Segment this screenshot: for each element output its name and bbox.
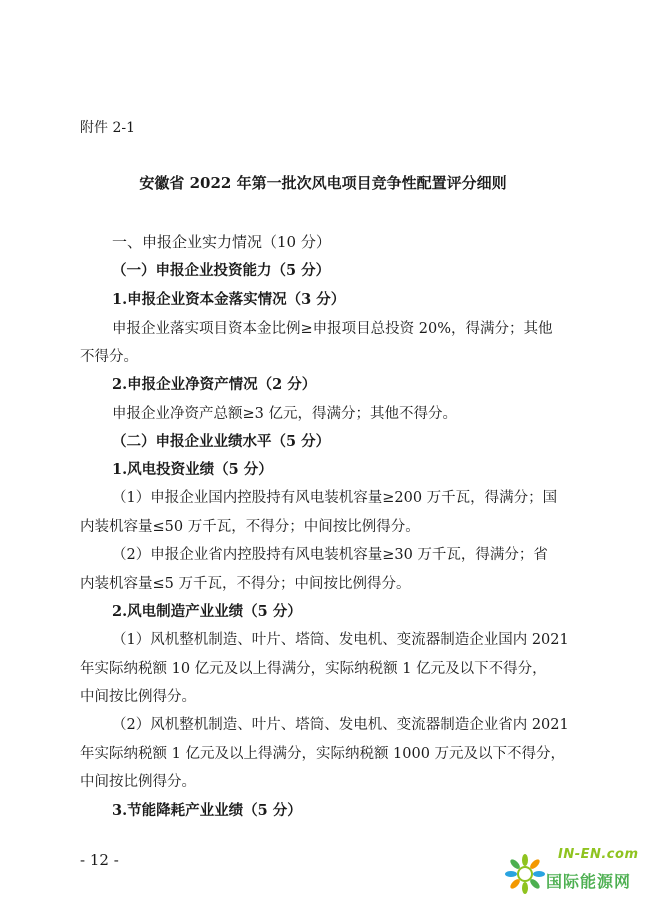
item-heading: 2.申报企业净资产情况（2 分）: [112, 376, 317, 393]
paragraph-line: 年实际纳税额 10 亿元及以上得满分，实际纳税额 1 亿元及以下不得分，: [80, 661, 547, 677]
paragraph-line: （1）风机整机制造、叶片、塔筒、发电机、变流器制造企业国内 2021: [112, 632, 569, 648]
paragraph-line: 中间按比例得分。: [80, 689, 196, 705]
subsection-heading: （二）申报企业业绩水平（5 分）: [112, 433, 331, 450]
sun-logo-icon: [502, 851, 548, 897]
paragraph-line: 不得分。: [80, 349, 138, 365]
subsection-heading: （一）申报企业投资能力（5 分）: [112, 262, 331, 279]
paragraph-line: 中间按比例得分。: [80, 774, 196, 790]
item-heading: 1.风电投资业绩（5 分）: [112, 461, 273, 478]
item-heading: 2.风电制造产业业绩（5 分）: [112, 603, 302, 620]
paragraph-line: （1）申报企业国内控股持有风电装机容量≥200 万千瓦，得满分；国: [112, 490, 558, 506]
paragraph-line: 内装机容量≤50 万千瓦，不得分；中间按比例得分。: [80, 519, 420, 535]
annex-label: 附件 2-1: [80, 120, 135, 136]
section-heading: 一、申报企业实力情况（10 分）: [112, 233, 331, 251]
paragraph-line: （2）申报企业省内控股持有风电装机容量≥30 万千瓦，得满分；省: [112, 547, 548, 563]
item-heading: 1.申报企业资本金落实情况（3 分）: [112, 291, 346, 308]
paragraph-line: 内装机容量≤5 万千瓦，不得分；中间按比例得分。: [80, 576, 411, 592]
watermark: [498, 845, 646, 915]
paragraph-line: 申报企业落实项目资本金比例≥申报项目总投资 20%，得满分；其他: [112, 321, 553, 337]
paragraph-line: （2）风机整机制造、叶片、塔筒、发电机、变流器制造企业省内 2021: [112, 717, 569, 733]
paragraph-line: 申报企业净资产总额≥3 亿元，得满分；其他不得分。: [112, 406, 457, 422]
item-heading: 3.节能降耗产业业绩（5 分）: [112, 802, 302, 819]
watermark-cn-text: 国际能源网: [546, 872, 632, 891]
document-title: 安徽省 2022 年第一批次风电项目竞争性配置评分细则: [139, 174, 507, 192]
page-number: - 12 -: [80, 851, 119, 869]
watermark-en-text: IN-EN.com: [558, 847, 639, 862]
paragraph-line: 年实际纳税额 1 亿元及以上得满分，实际纳税额 1000 万元及以下不得分，: [80, 746, 566, 762]
